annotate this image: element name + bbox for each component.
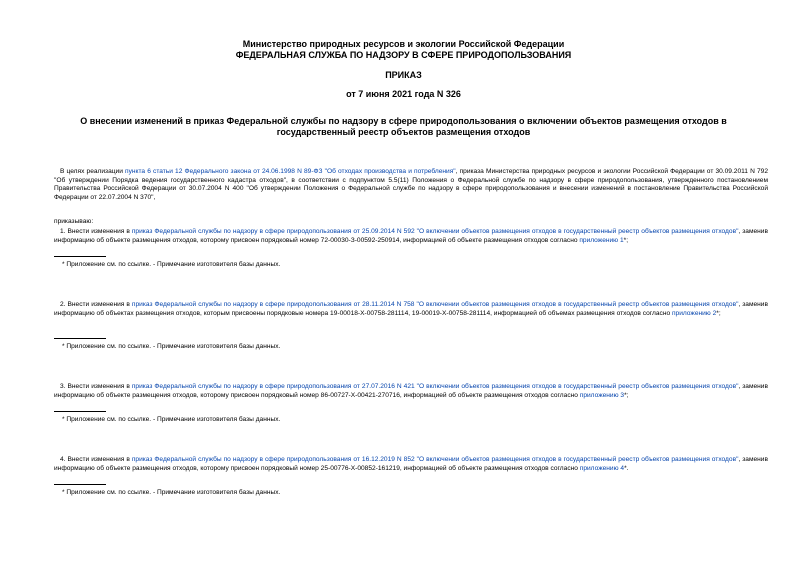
item-text: , заменив информацию об объектах размещения отходов, которым присвоены порядковые номера 19-00018-Х-00758-281114, 19-00019-Х-00758-281114, информацией об объемах размещения отходов согласно bbox=[54, 301, 768, 317]
footnote-divider bbox=[54, 484, 106, 485]
order-item-3 bbox=[54, 383, 768, 400]
order-link-4[interactable]: приказ Федеральной службы по надзору в сфере природопользования от 16.12.2019 N 852 "О включении объектов размещения отходов в государственный реестр объектов размещения отходов" bbox=[131, 456, 739, 463]
item-text: 1. Внести изменения в bbox=[60, 228, 132, 235]
appendix-link-1[interactable]: приложению 1 bbox=[579, 236, 624, 244]
footnote-3: * Приложение см. по ссылке. - Примечание изготовителя базы данных. bbox=[62, 416, 281, 423]
order-item-1 bbox=[54, 228, 768, 245]
appendix-link-3[interactable]: приложению 3 bbox=[579, 391, 625, 399]
item-text: 4. Внести изменения в bbox=[60, 456, 132, 463]
order-link-1[interactable]: приказ Федеральной службы по надзору в сфере природопользования от 25.09.2014 N 592 "О включении объектов размещения отходов в государственный реестр объектов размещения отходов" bbox=[131, 228, 739, 235]
item-text: 2. Внести изменения в bbox=[60, 301, 132, 308]
order-item-2 bbox=[54, 301, 768, 318]
item-text: *; bbox=[624, 391, 629, 399]
doc-title: О внесении изменений в приказ Федеральной службы по надзору в сфере природопользования о включении объектов размещения отходов в государственный реестр объектов размещения отходов bbox=[80, 116, 727, 137]
order-link-3[interactable]: приказ Федеральной службы по надзору в сфере природопользования от 27.07.2016 N 421 "О включении объектов размещения отходов в государственный реестр объектов размещения отходов" bbox=[131, 383, 739, 390]
item-text: 3. Внести изменения в bbox=[60, 383, 132, 390]
service-name: ФЕДЕРАЛЬНАЯ СЛУЖБА ПО НАДЗОРУ В СФЕРЕ ПРИРОДОПОЛЬЗОВАНИЯ bbox=[235, 50, 572, 60]
law-link[interactable]: пункта 6 статьи 12 Федерального закона от 24.06.1998 N 89-ФЗ "Об отходах производства и потребления" bbox=[125, 168, 456, 175]
footnote-2: * Приложение см. по ссылке. - Примечание изготовителя базы данных. bbox=[62, 343, 281, 350]
appendix-link-2[interactable]: приложению 2 bbox=[671, 309, 717, 317]
ministry-name: Министерство природных ресурсов и экологии Российской Федерации bbox=[242, 39, 565, 49]
item-text: *; bbox=[716, 309, 721, 317]
item-text: , заменив информацию об объекте размещения отходов, которому присвоен порядковый номер 86-00727-Х-00421-270716, информацией об объекте размещения отходов согласно bbox=[54, 383, 768, 399]
preamble bbox=[54, 168, 768, 202]
doc-type: ПРИКАЗ bbox=[385, 70, 422, 80]
footnote-4: * Приложение см. по ссылке. - Примечание изготовителя базы данных. bbox=[62, 489, 281, 496]
item-text: *. bbox=[624, 464, 629, 472]
footnote-1: * Приложение см. по ссылке. - Примечание изготовителя базы данных. bbox=[62, 261, 281, 268]
appendix-link-4[interactable]: приложению 4 bbox=[579, 464, 625, 472]
footnote-divider bbox=[54, 411, 106, 412]
item-text: , заменив информацию об объекте размещения отходов, которому присвоен порядковый номер 25-00776-Х-00852-161219, информацией об объекте размещения отходов согласно bbox=[54, 456, 768, 472]
order-link-2[interactable]: приказ Федеральной службы по надзору в сфере природопользования от 28.11.2014 N 758 "О включении объектов размещения отходов в государственный реестр объектов размещения отходов" bbox=[131, 301, 739, 308]
preamble-text-cont: , приказа Министерства природных ресурсов и экологии Российской Федерации от 30.09.2011 N 792 "Об утверждении Порядка ведения государственного кадастра отходов", в соответствии с подпунктом 5.5(11) Положения о Федеральной службе по надзору в сфере природопользования, утвержденного постановлением Правительства Российской Федерации от 30.07.2004 N 400 "Об утверждении Положения о Федеральной службе по надзору в сфере природопользования и внесении изменений в постановление Правительства Российской Федерации от 22.07.2004 N 370", bbox=[54, 168, 768, 201]
doc-date-number: от 7 июня 2021 года N 326 bbox=[346, 89, 461, 99]
item-text: *; bbox=[623, 236, 629, 244]
order-item-4 bbox=[54, 456, 768, 473]
footnote-divider bbox=[54, 338, 106, 339]
item-text: , заменив информацию об объекте размещения отходов, которому присвоен порядковый номер 72-00030-З-00592-250914, информацией об объекте размещения отходов согласно bbox=[54, 228, 768, 244]
order-word: приказываю: bbox=[54, 218, 94, 225]
preamble-text: В целях реализации bbox=[60, 168, 126, 175]
footnote-divider bbox=[54, 256, 106, 257]
